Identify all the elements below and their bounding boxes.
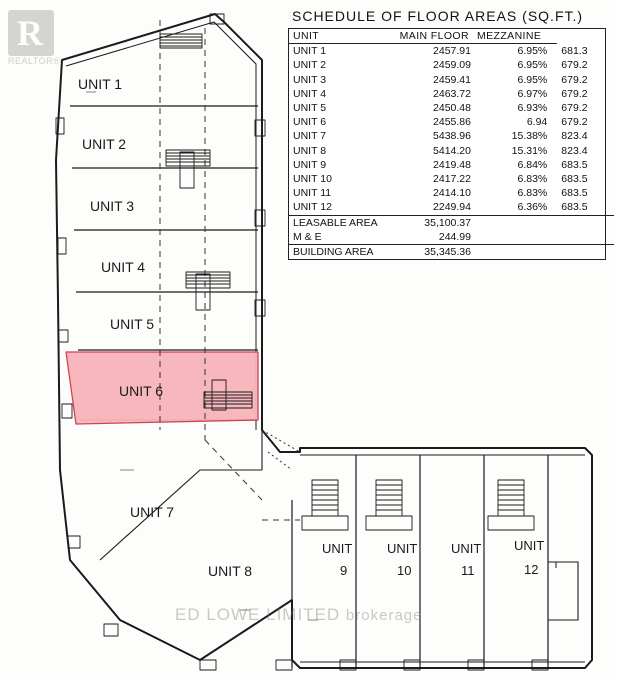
cell-unit: UNIT 8: [293, 144, 327, 157]
unit-label-7: UNIT 7: [130, 504, 175, 520]
unit-label-4: UNIT 4: [101, 259, 146, 275]
unit-label-10-num: 10: [397, 563, 412, 578]
cell-pct: 15.31%: [511, 144, 548, 157]
cell-unit: UNIT 3: [293, 73, 327, 86]
cell-pct: 6.83%: [517, 187, 548, 200]
unit-label-2: UNIT 2: [82, 136, 127, 152]
cell-main: 5438.96: [433, 130, 471, 143]
brokerage-suffix: brokerage: [345, 607, 423, 624]
cell-main: 2450.48: [433, 102, 471, 115]
cell-pct: 6.97%: [517, 87, 548, 100]
cell-pct: 6.93%: [517, 102, 548, 115]
col-header-main-floor: MAIN FLOOR: [382, 29, 473, 44]
unit-label-9-num: 9: [340, 563, 348, 578]
table-row: [289, 73, 614, 87]
cell-mez: 683.5: [561, 158, 588, 171]
cell-main: 2455.86: [433, 116, 471, 129]
total-label: BUILDING AREA: [289, 245, 382, 260]
cell-unit: UNIT 10: [293, 173, 332, 186]
cell-pct: 6.95%: [517, 59, 548, 72]
cell-unit: UNIT 5: [293, 102, 327, 115]
cell-pct: 6.84%: [517, 158, 548, 171]
cell-pct: 6.36%: [517, 201, 548, 214]
schedule-of-floor-areas-table: [288, 28, 606, 260]
realtor-logo-letter: R: [17, 13, 43, 53]
cell-mez: 679.2: [561, 59, 588, 72]
unit-label-11-num: 11: [461, 563, 475, 578]
table-row: [289, 158, 614, 172]
cell-mez: 679.2: [561, 73, 588, 86]
realtor-logo: [8, 10, 64, 66]
table-row: [289, 200, 614, 215]
total-value: 35,100.37: [382, 215, 473, 230]
unit-label-5: UNIT 5: [110, 316, 155, 332]
total-value: 244.99: [438, 230, 471, 243]
cell-mez: 823.4: [561, 144, 588, 157]
col-header-mezzanine: MEZZANINE: [473, 29, 557, 44]
total-mez-blank: [557, 245, 613, 260]
unit-label-6: UNIT 6: [119, 383, 164, 399]
table-row: [289, 186, 614, 200]
cell-main: 2457.91: [433, 45, 471, 58]
total-pct-blank: [473, 215, 557, 230]
cell-unit: UNIT 1: [293, 45, 327, 58]
unit-label-11-top: UNIT: [451, 541, 482, 556]
total-mez-blank: [557, 230, 613, 245]
cell-main: 2459.09: [433, 59, 471, 72]
cell-main: 2414.10: [433, 187, 471, 200]
total-row-m-and-e: [289, 230, 614, 245]
total-label: LEASABLE AREA: [289, 215, 382, 230]
unit-label-1: UNIT 1: [78, 76, 123, 92]
total-mez-blank: [557, 215, 613, 230]
total-row-leasable-area: [289, 215, 614, 230]
brokerage-name: ED LOWE LIMITED: [175, 605, 341, 624]
cell-main: 2419.48: [433, 158, 471, 171]
cell-mez: 823.4: [561, 130, 588, 143]
total-pct-blank: [473, 245, 557, 260]
cell-unit: UNIT 7: [293, 130, 327, 143]
unit-label-12-top: UNIT: [514, 538, 545, 553]
cell-pct: 6.95%: [517, 45, 548, 58]
cell-pct: 6.94: [526, 116, 548, 129]
col-header-unit: UNIT: [289, 29, 382, 44]
cell-unit: UNIT 6: [293, 116, 327, 129]
table-row: [289, 44, 614, 59]
unit-label-3: UNIT 3: [90, 198, 135, 214]
cell-pct: 6.95%: [517, 73, 548, 86]
unit-label-10-top: UNIT: [387, 541, 418, 556]
unit-label-8: UNIT 8: [208, 563, 253, 579]
total-label: M & E: [293, 230, 322, 243]
unit-label-12-num: 12: [524, 562, 539, 577]
unit-label-9-top: UNIT: [322, 541, 353, 556]
cell-pct: 6.83%: [517, 173, 548, 186]
cell-main: 2417.22: [433, 173, 471, 186]
cell-main: 2249.94: [433, 201, 471, 214]
total-value: 35,345.36: [382, 245, 473, 260]
cell-main: 2459.41: [433, 73, 471, 86]
table-row: [289, 58, 614, 72]
cell-mez: 679.2: [561, 87, 588, 100]
cell-unit: UNIT 4: [293, 87, 327, 100]
cell-unit: UNIT 11: [293, 187, 332, 200]
cell-unit: UNIT 9: [293, 158, 327, 171]
cell-mez: 679.2: [561, 102, 588, 115]
cell-mez: 683.5: [561, 187, 588, 200]
cell-mez: 683.5: [561, 173, 588, 186]
total-row-building-area: [289, 245, 614, 260]
cell-mez: 679.2: [561, 116, 588, 129]
total-pct-blank: [473, 230, 557, 245]
table-row: [289, 101, 614, 115]
table-row: [289, 144, 614, 158]
table-row: [289, 129, 614, 143]
cell-main: 2463.72: [433, 87, 471, 100]
table-header-row: [289, 29, 614, 44]
cell-mez: 683.5: [561, 201, 588, 214]
brokerage-watermark: [175, 605, 422, 625]
cell-main: 5414.20: [433, 144, 471, 157]
table-row: [289, 115, 614, 129]
cell-pct: 15.38%: [511, 130, 548, 143]
table-row: [289, 172, 614, 186]
table-row: [289, 87, 614, 101]
cell-unit: UNIT 2: [293, 59, 327, 72]
schedule-title: SCHEDULE OF FLOOR AREAS (SQ.FT.): [292, 8, 584, 24]
cell-mez: 681.3: [561, 44, 588, 57]
cell-unit: UNIT 12: [293, 201, 332, 214]
realtor-logo-word: REALTOR®: [8, 56, 61, 66]
